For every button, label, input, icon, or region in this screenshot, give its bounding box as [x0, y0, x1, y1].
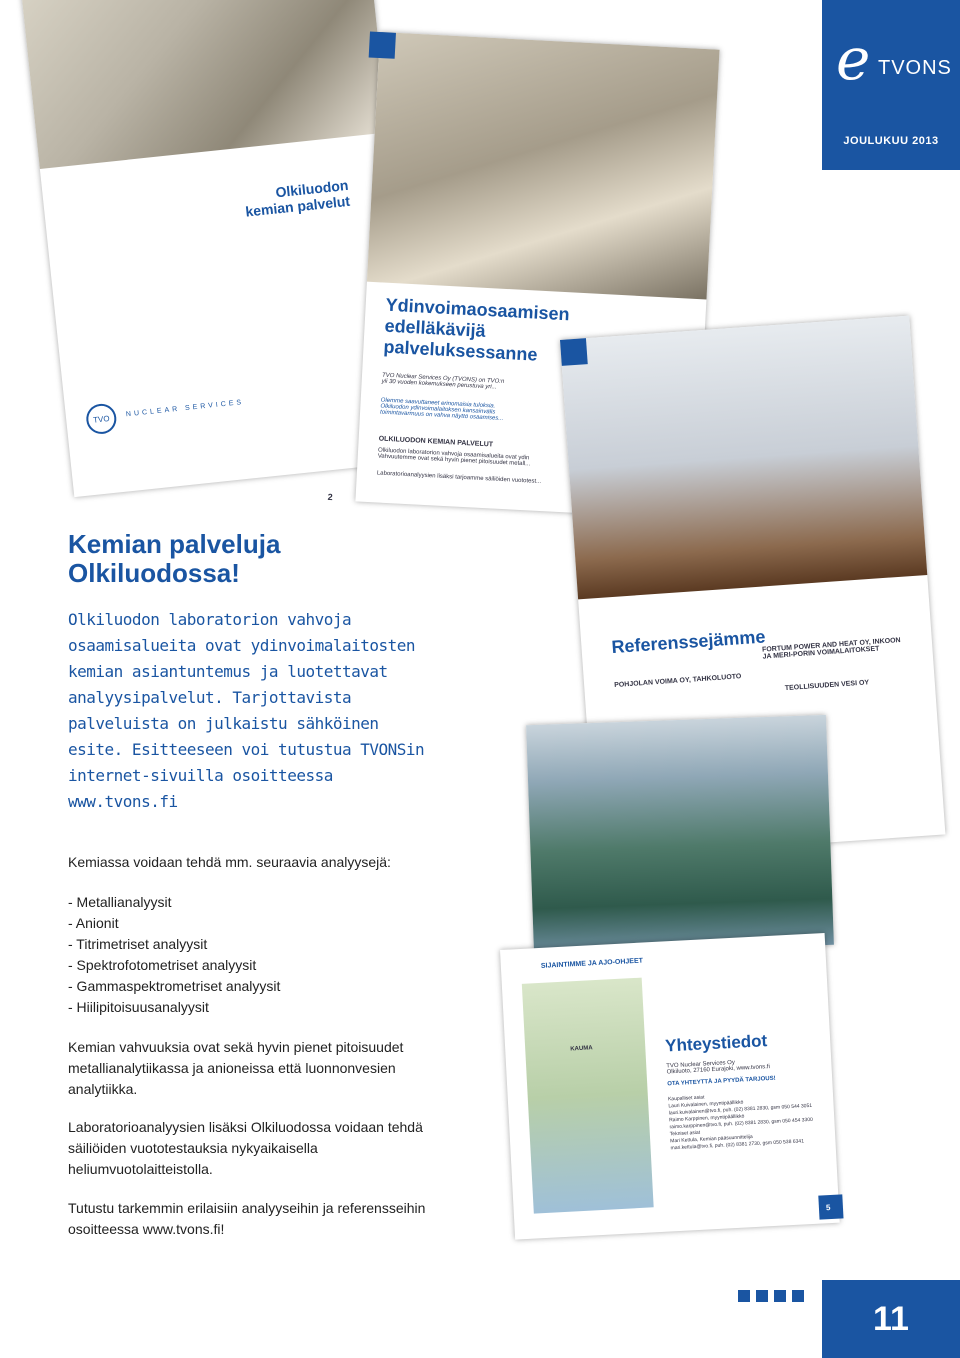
- page4-contact-heading: Yhteystiedot: [664, 1031, 768, 1056]
- page4-number: 5: [825, 1203, 831, 1213]
- map-label: KAUMA: [570, 1045, 593, 1053]
- page2-number: 2: [327, 491, 333, 503]
- list-item: - Gammaspektrometriset analyysit: [68, 978, 281, 994]
- corner-square: [560, 338, 588, 366]
- page3-heading: Referenssejämme: [610, 626, 766, 658]
- footer-square: [738, 1290, 750, 1302]
- article-lead: Olkiluodon laboratorion vahvoja osaamisalueita ovat ydinvoimalaitosten kemian asiantuntemus ja luotettavat analyysipalvelut. Tarjottavista palveluista on julkaistu sähköinen esite. Esitteeseen voi tutustua TVONSin internet-sivuilla osoitteessa www.tvons.fi: [68, 610, 425, 811]
- lab-photo: [20, 0, 388, 169]
- list-item: - Spektrofotometriset analyysit: [68, 957, 257, 973]
- brochure-page-4: [500, 933, 840, 1240]
- nuclear-services-label: NUCLEAR SERVICES: [125, 398, 245, 419]
- article-paragraph-2: Laboratorioanalyysien lisäksi Olkiluodossa voidaan tehdä säiliöiden vuototestauksia nykyaikaisella heliumvuotolaitteistolla.: [68, 1119, 423, 1177]
- article-paragraph-1: Kemian vahvuuksia ovat sekä hyvin pienet pitoisuudet metallianalytiikassa ja anioneissa että luonnonvesien analytiikka.: [68, 1039, 404, 1097]
- lab-photo-2: [367, 32, 720, 299]
- analysis-list: [68, 892, 438, 1018]
- tvo-logo: TVO: [85, 402, 118, 435]
- article-title: Kemian palveluja Olkiluodossa!: [68, 529, 281, 588]
- page2-paragraph-3: Olkiluodon laboratorion vahvoja osaamisalueita ovat ydin Vahvuutemme ovat sekä hyvin pienet pitoisuudet metall...: [377, 447, 531, 468]
- page2-heading: Ydinvoimaosaamisen edelläkävijä palveluksessanne: [383, 294, 571, 365]
- footer-square: [792, 1290, 804, 1302]
- cover-title: Olkiluodon kemian palvelut: [244, 176, 351, 220]
- reference-2: FORTUM POWER AND HEAT OY, INKOON JA MERI-PORIN VOIMALAITOKSET: [761, 636, 901, 661]
- logo-letter: e: [836, 25, 871, 93]
- page2-paragraph-4: Laboratorioanalyysien lisäksi tarjoamme säiliöiden vuototest...: [376, 470, 542, 486]
- page4-number-box: [818, 1194, 843, 1219]
- list-item: - Titrimetriset analyysit: [68, 936, 208, 952]
- footer-square: [774, 1290, 786, 1302]
- list-item: - Hiilipitoisuusanalyysit: [68, 999, 209, 1015]
- page4-heading: SIJAINTIMME JA AJO-OHJEET: [540, 957, 644, 970]
- list-item: - Metallianalyysit: [68, 894, 172, 910]
- red-tubes-photo: [560, 316, 927, 600]
- page2-intro: TVO Nuclear Services Oy (TVONS) on TVO:n yli 30 vuoden kokemukseen perustuva yri...: [381, 372, 505, 391]
- footer-square: [756, 1290, 768, 1302]
- page4-cta: OTA YHTEYTTÄ JA PYYDÄ TARJOUS!: [667, 1075, 776, 1088]
- page2-paragraph: Olemme saavuttaneet erinomaisia tuloksia. Olkiluodon ydinvoimalaitoksen kansainvälis toimintavarmuus on vahva näyttö osaamises...: [379, 397, 504, 422]
- aerial-photo-card: [526, 715, 834, 955]
- page2-subheading: OLKILUODON KEMIAN PALVELUT: [378, 435, 494, 449]
- reference-3: TEOLLISUUDEN VESI OY: [784, 679, 870, 693]
- logo-text: TVONS: [878, 57, 952, 79]
- article-paragraph-3: Tutustu tarkemmin erilaisiin analyyseihin ja referensseihin osoitteessa www.tvons.fi!: [68, 1200, 426, 1237]
- aerial-photo: [526, 715, 834, 955]
- article-intro: Kemiassa voidaan tehdä mm. seuraavia analyysejä:: [68, 854, 391, 870]
- reference-1: POHJOLAN VOIMA OY, TAHKOLUOTO: [613, 673, 742, 690]
- page4-address: TVO Nuclear Services Oy Olkiluoto, 27160 Eurajoki, www.tvons.fi: [666, 1059, 771, 1076]
- corner-square: [369, 31, 396, 58]
- finland-map: [522, 978, 654, 1214]
- page4-contacts: Kaupalliset asiat Lauri Kuivalainen, myyntipäällikkö lauri.kuivalainen@tvo.fi, puh. (02) 8381 2830, gsm 050 544 3051 Raimo Karppinen, myyntipäällikkö raimo.karppinen@tvo.fi, puh. (02) 8381 2830, gsm 050 454 3300 Tekniset asiat Mari Kettula, Kemian pääsuunnittelija mari.kettula@tvo.fi, puh. (02) 8381 2730, gsm 050 538 6341: [667, 1094, 813, 1152]
- page-number: 11: [822, 1280, 960, 1358]
- issue-date: JOULUKUU 2013: [843, 135, 939, 147]
- list-item: - Anionit: [68, 915, 119, 931]
